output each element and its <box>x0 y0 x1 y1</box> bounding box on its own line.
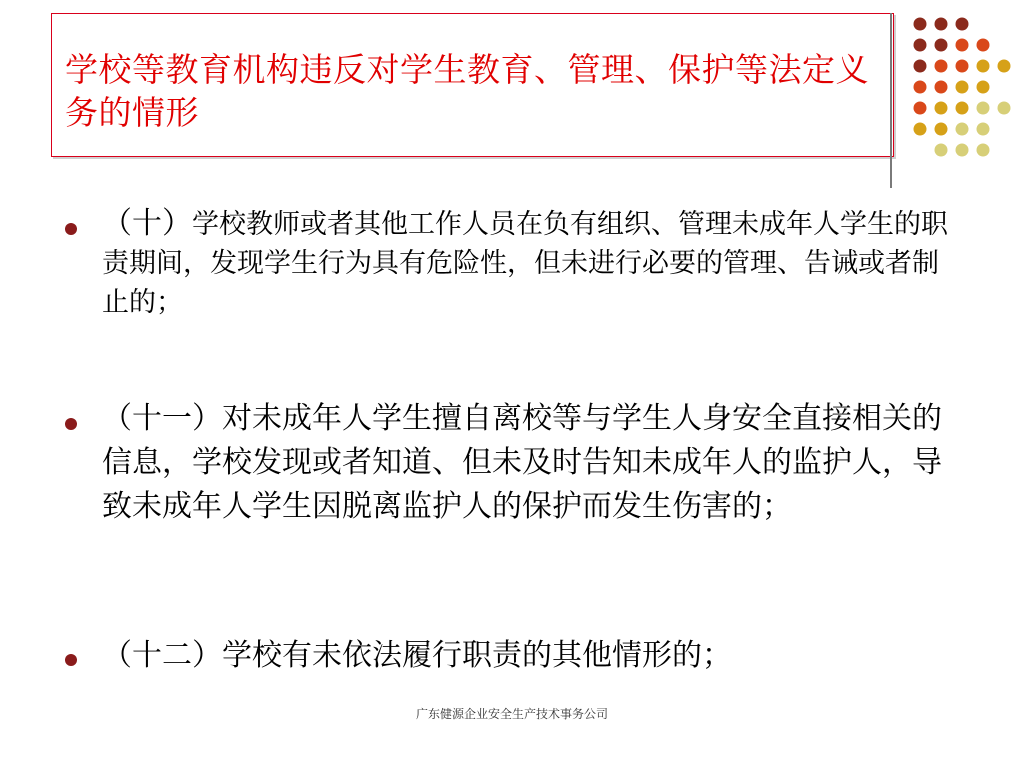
decor-dot <box>935 123 948 136</box>
decor-dot <box>914 60 927 73</box>
decor-dot <box>977 102 990 115</box>
title-box <box>51 13 894 157</box>
decor-dot <box>977 60 990 73</box>
decor-dot <box>956 60 969 73</box>
decor-dot <box>977 81 990 94</box>
bullet-lead: （十） <box>102 206 192 241</box>
bullet-body: 学校教师或者其他工作人员在负有组织、管理未成年人学生的职责期间，发现学生行为具有危险性，但未进行必要的管理、告诫或者制止的； <box>102 209 948 318</box>
decor-dot <box>914 39 927 52</box>
decor-dot <box>956 123 969 136</box>
decor-dot <box>935 102 948 115</box>
bullet-marker <box>65 418 77 430</box>
bullet-text: （十一）对未成年人学生擅自离校等与学生人身安全直接相关的信息，学校发现或者知道、但未及时告知未成年人的监护人，导致未成年人学生因脱离监护人的保护而发生伤害的； <box>102 401 942 524</box>
decor-dot <box>914 123 927 136</box>
decor-dot <box>956 81 969 94</box>
decor-dot <box>935 18 948 31</box>
decor-dot <box>914 81 927 94</box>
decor-dot <box>935 81 948 94</box>
decor-dot <box>956 144 969 157</box>
decor-dot <box>998 60 1011 73</box>
footer-text: 广东健源企业安全生产技术事务公司 <box>415 707 608 721</box>
slide-title: 学校等教育机构违反对学生教育、管理、保护等法定义务的情形 <box>65 50 869 132</box>
decor-dot <box>977 39 990 52</box>
decor-dot <box>956 102 969 115</box>
decor-dot <box>914 18 927 31</box>
decor-dot <box>935 39 948 52</box>
decorative-dots <box>905 14 1015 169</box>
bullet-text <box>102 204 958 322</box>
decor-dot <box>956 18 969 31</box>
decor-dot <box>998 102 1011 115</box>
vertical-divider <box>890 13 892 188</box>
decor-dot <box>956 39 969 52</box>
decor-dot <box>935 144 948 157</box>
bullet-marker <box>65 223 77 235</box>
bullet-text: （十二）学校有未依法履行职责的其他情形的； <box>102 638 732 673</box>
bullet-marker <box>65 654 77 666</box>
decor-dot <box>977 144 990 157</box>
decor-dot <box>977 123 990 136</box>
decor-dot <box>914 102 927 115</box>
decor-dot <box>935 60 948 73</box>
